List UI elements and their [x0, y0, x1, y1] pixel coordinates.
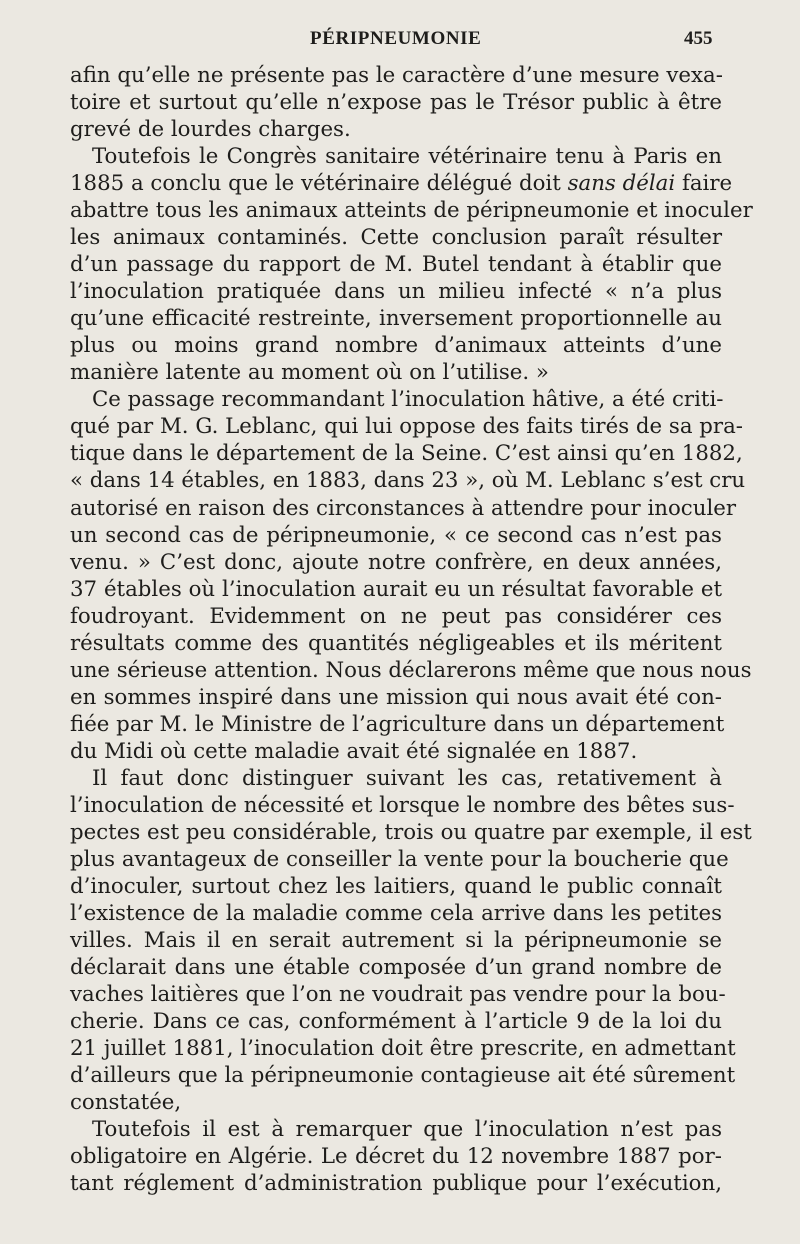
body-text	[70, 62, 753, 1197]
text-line: manière latente au moment où on l’utilise. »	[70, 360, 549, 386]
text-line: d’ailleurs que la péripneumonie contagieuse ait été sûrement	[70, 1063, 736, 1089]
text-line: Il faut donc distinguer suivant les cas, retativement à	[92, 765, 722, 791]
text-line: l’inoculation pratiquée dans un milieu infecté « n’a plus	[70, 279, 722, 305]
text-line: abattre tous les animaux atteints de péripneumonie et inoculer	[70, 198, 753, 224]
page-number: 455	[684, 28, 713, 49]
text-line: une sérieuse attention. Nous déclarerons même que nous nous	[70, 657, 752, 683]
text-line: un second cas de péripneumonie, « ce second cas n’est pas	[70, 522, 722, 548]
text-line: villes. Mais il en serait autrement si la péripneumonie se	[70, 928, 722, 953]
running-title: PÉRIPNEUMONIE	[310, 28, 482, 49]
text-line: cherie. Dans ce cas, conformément à l’article 9 de la loi du	[70, 1009, 722, 1035]
paragraph	[70, 386, 752, 764]
text-line: pectes est peu considérable, trois ou quatre par exemple, il est	[70, 819, 752, 845]
text-line: Toutefois il est à remarquer que l’inoculation n’est pas	[92, 1117, 722, 1143]
text-line: obligatoire en Algérie. Le décret du 12 novembre 1887 por-	[70, 1144, 722, 1170]
text-line: fiée par M. le Ministre de l’agriculture dans un département	[70, 711, 725, 737]
text-line: vaches laitières que l’on ne voudrait pas vendre pour la bou-	[70, 982, 726, 1008]
text-line: toire et surtout qu’elle n’expose pas le Trésor public à être	[70, 90, 722, 116]
text-line: autorisé en raison des circonstances à attendre pour inoculer	[70, 495, 737, 521]
text-line: 1885 a conclu que le vétérinaire délégué doit sans délai faire	[70, 171, 733, 197]
italic-phrase: sans délai	[567, 171, 676, 197]
paragraph	[70, 1116, 722, 1197]
text-line: les animaux contaminés. Cette conclusion paraît résulter	[70, 225, 722, 251]
page-header	[0, 28, 800, 58]
text-line: d’un passage du rapport de M. Butel tendant à établir que	[70, 252, 722, 278]
text-line: tique dans le département de la Seine. C’est ainsi qu’en 1882,	[70, 441, 743, 467]
text-line: grevé de lourdes charges.	[70, 117, 351, 143]
text-line: du Midi où cette maladie avait été signalée en 1887.	[70, 738, 638, 764]
paragraph	[70, 62, 722, 143]
text-line: venu. » C’est donc, ajoute notre confrère, en deux années,	[70, 549, 722, 575]
text-line: déclarait dans une étable composée d’un grand nombre de	[70, 955, 722, 981]
text-line: qué par M. G. Leblanc, qui lui oppose des faits tirés de sa pra-	[70, 414, 744, 440]
text-line: 21 juillet 1881, l’inoculation doit être prescrite, en admettant	[70, 1036, 736, 1062]
text-line: d’inoculer, surtout chez les laitiers, quand le public connaît	[70, 873, 722, 899]
paragraph	[70, 765, 752, 1116]
text-line: constatée,	[70, 1090, 182, 1116]
text-line: tant réglement d’administration publique pour l’exécution,	[70, 1171, 722, 1197]
text-line: foudroyant. Evidemment on ne peut pas considérer ces	[70, 603, 722, 629]
text-line: Ce passage recommandant l’inoculation hâtive, a été criti-	[92, 387, 724, 413]
text-line: qu’une efficacité restreinte, inversement proportionnelle au	[70, 306, 722, 332]
text-line: Toutefois le Congrès sanitaire vétérinaire tenu à Paris en	[92, 144, 722, 170]
text-line: plus ou moins grand nombre d’animaux atteints d’une	[70, 333, 722, 359]
text-line: l’existence de la maladie comme cela arrive dans les petites	[70, 900, 722, 926]
text-line: l’inoculation de nécessité et lorsque le nombre des bêtes sus-	[70, 792, 735, 818]
text-line: 37 étables où l’inoculation aurait eu un résultat favorable et	[70, 576, 722, 602]
text-line: plus avantageux de conseiller la vente pour la boucherie que	[70, 846, 729, 872]
text-line: résultats comme des quantités négligeables et ils méritent	[70, 630, 722, 656]
text-line: « dans 14 étables, en 1883, dans 23 », où M. Leblanc s’est cru	[70, 468, 746, 494]
text-line: afin qu’elle ne présente pas le caractère d’une mesure vexa-	[70, 63, 723, 88]
text-line: en sommes inspiré dans une mission qui nous avait été con-	[70, 684, 722, 710]
paragraph	[70, 143, 753, 386]
